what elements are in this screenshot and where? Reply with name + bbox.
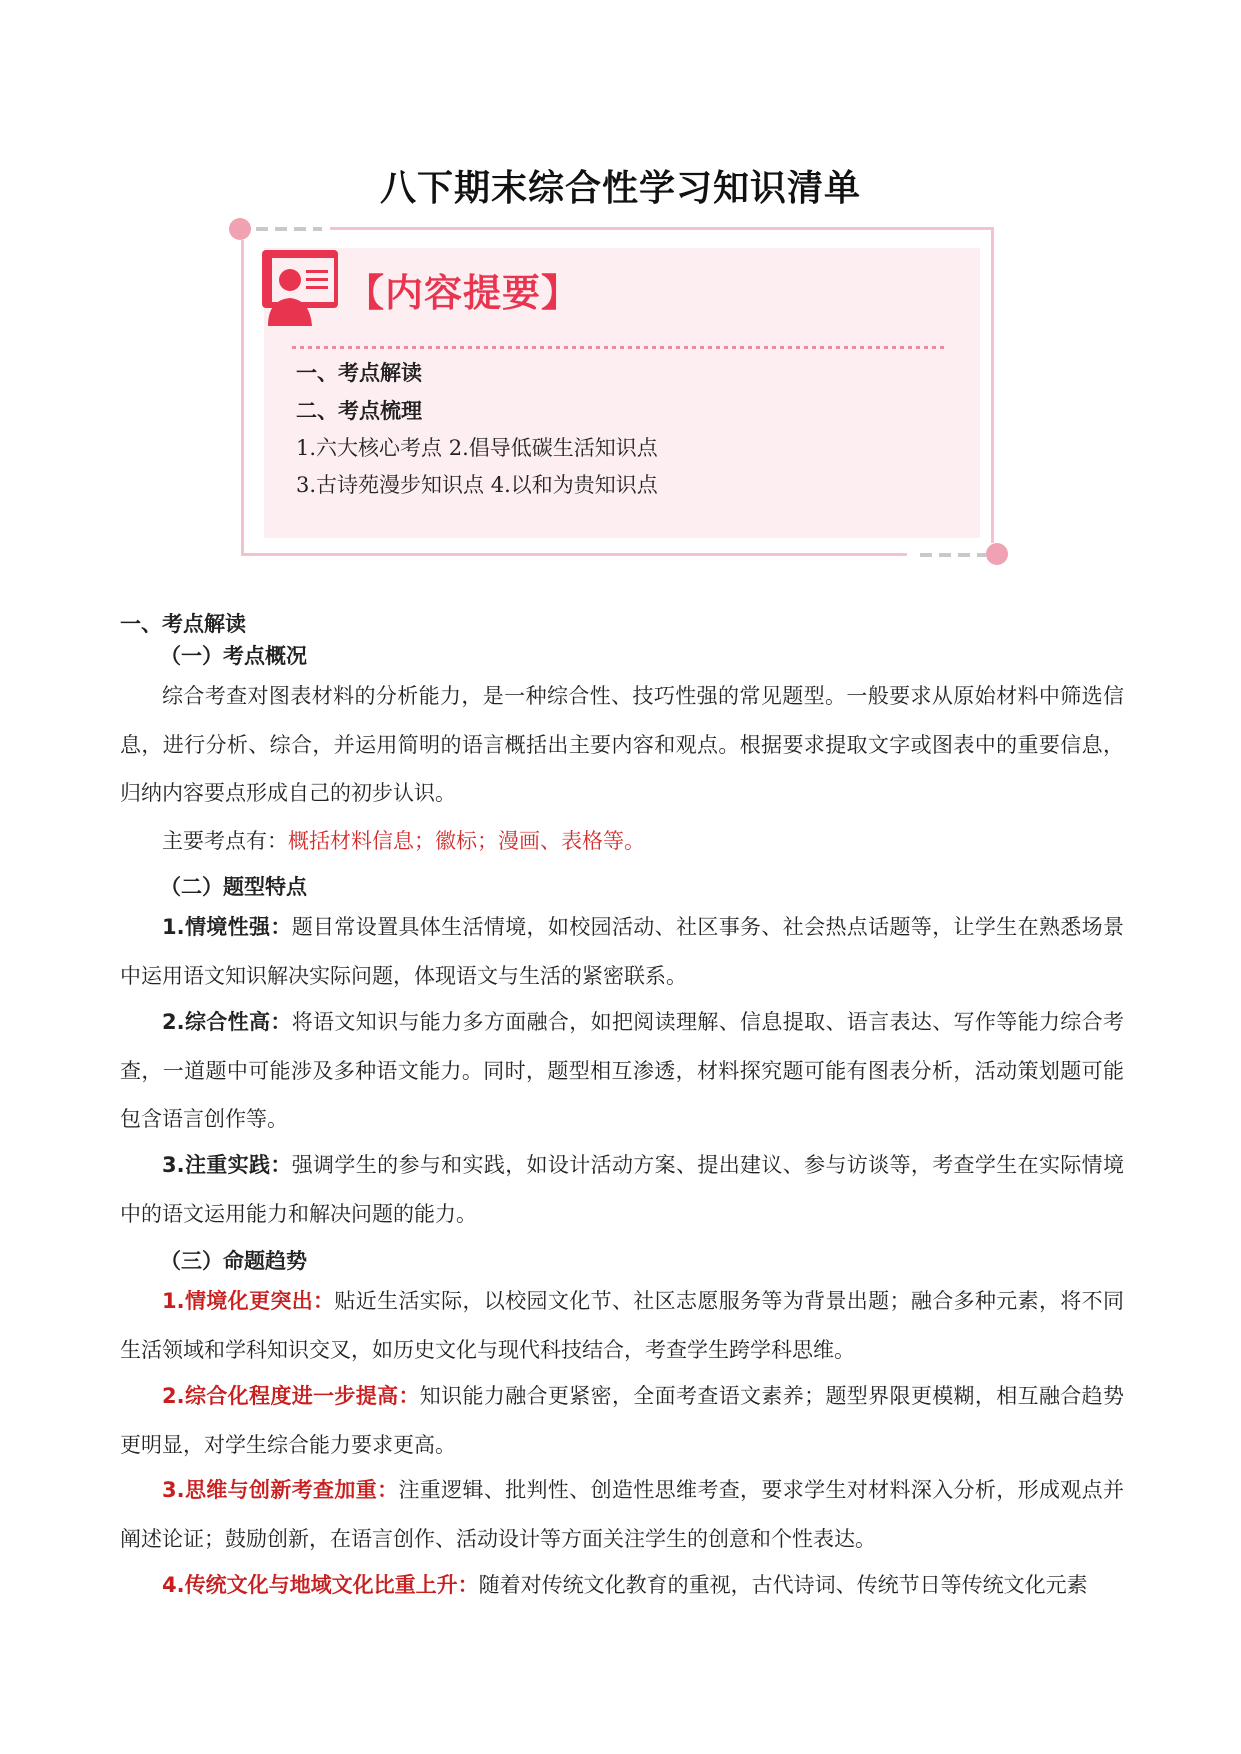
decor-line-left (241, 240, 244, 556)
trend-item (120, 1561, 1124, 1610)
summary-separator (292, 346, 946, 349)
subsection-heading: （三）命题趋势 (160, 1249, 307, 1273)
decor-line-bottom (241, 553, 907, 556)
trend-text: 注重逻辑、批判性、创造性思维考查，要求学生对材料深入分析，形成观点并阐述论证；鼓励创新，在语言创作、活动设计等方面关注学生的创意和个性表达。 (120, 1478, 1125, 1551)
paragraph-main-points (120, 817, 1124, 866)
decor-dash-top (256, 227, 322, 231)
trend-text: 知识能力融合更紧密，全面考查语文素养；题型界限更模糊，相互融合趋势更明显，对学生综合能力要求更高。 (120, 1384, 1124, 1457)
feature-item (120, 903, 1124, 1000)
trend-text: 随着对传统文化教育的重视，古代诗词、传统节日等传统文化元素 (478, 1573, 1088, 1597)
feature-text: 题目常设置具体生活情境，如校园活动、社区事务、社会热点话题等，让学生在熟悉场景中运用语文知识解决实际问题，体现语文与生活的紧密联系。 (120, 915, 1125, 988)
main-points-text: 概括材料信息；徽标；漫画、表格等。 (288, 829, 645, 853)
feature-item (120, 998, 1124, 1144)
summary-line: 一、考点解读 (296, 361, 422, 385)
paragraph-overview: 综合考查对图表材料的分析能力，是一种综合性、技巧性强的常见题型。一般要求从原始材料中筛选信息，进行分析、综合，并运用简明的语言概括出主要内容和观点。根据要求提取文字或图表中的重要信息，归纳内容要点形成自己的初步认识。 (120, 684, 1124, 805)
feature-label: 1.情境性强： (162, 915, 292, 939)
decor-line-right (991, 227, 994, 543)
trend-item (120, 1466, 1124, 1563)
decor-dash-bottom (920, 553, 986, 557)
page-title: 八下期末综合性学习知识清单 (379, 168, 861, 209)
decor-dot-bottom (986, 543, 1008, 565)
feature-label: 2.综合性高： (162, 1010, 292, 1034)
section-heading: 一、考点解读 (120, 612, 246, 636)
trend-item (120, 1372, 1124, 1469)
summary-heading: 【内容提要】 (346, 271, 581, 315)
feature-text: 强调学生的参与和实践，如设计活动方案、提出建议、参与访谈等，考查学生在实际情境中的语文运用能力和解决问题的能力。 (120, 1153, 1125, 1226)
feature-label: 3.注重实践： (162, 1153, 292, 1177)
summary-line: 3.古诗苑漫步知识点 4.以和为贵知识点 (296, 473, 658, 497)
feature-text: 将语文知识与能力多方面融合，如把阅读理解、信息提取、语言表达、写作等能力综合考查，一道题中可能涉及多种语文能力。同时，题型相互渗透，材料探究题可能有图表分析，活动策划题可能包含语言创作等。 (120, 1010, 1125, 1131)
presentation-icon (258, 246, 342, 330)
trend-item (120, 1277, 1124, 1374)
decor-line-top (330, 227, 994, 230)
trend-label: 1.情境化更突出： (162, 1289, 335, 1313)
summary-line: 二、考点梳理 (296, 399, 422, 423)
main-points-prefix: 主要考点有： (162, 829, 288, 853)
trend-label: 4.传统文化与地域文化比重上升： (162, 1573, 479, 1597)
trend-label: 2.综合化程度进一步提高： (162, 1384, 420, 1408)
summary-line: 1.六大核心考点 2.倡导低碳生活知识点 (296, 436, 658, 460)
trend-label: 3.思维与创新考查加重： (162, 1478, 399, 1502)
subsection-heading: （一）考点概况 (160, 644, 307, 668)
feature-item (120, 1141, 1124, 1238)
trend-text: 贴近生活实际，以校园文化节、社区志愿服务等为背景出题；融合多种元素，将不同生活领域和学科知识交叉，如历史文化与现代科技结合，考查学生跨学科思维。 (120, 1289, 1124, 1362)
decor-dot-top (229, 218, 251, 240)
subsection-heading: （二）题型特点 (160, 875, 307, 899)
